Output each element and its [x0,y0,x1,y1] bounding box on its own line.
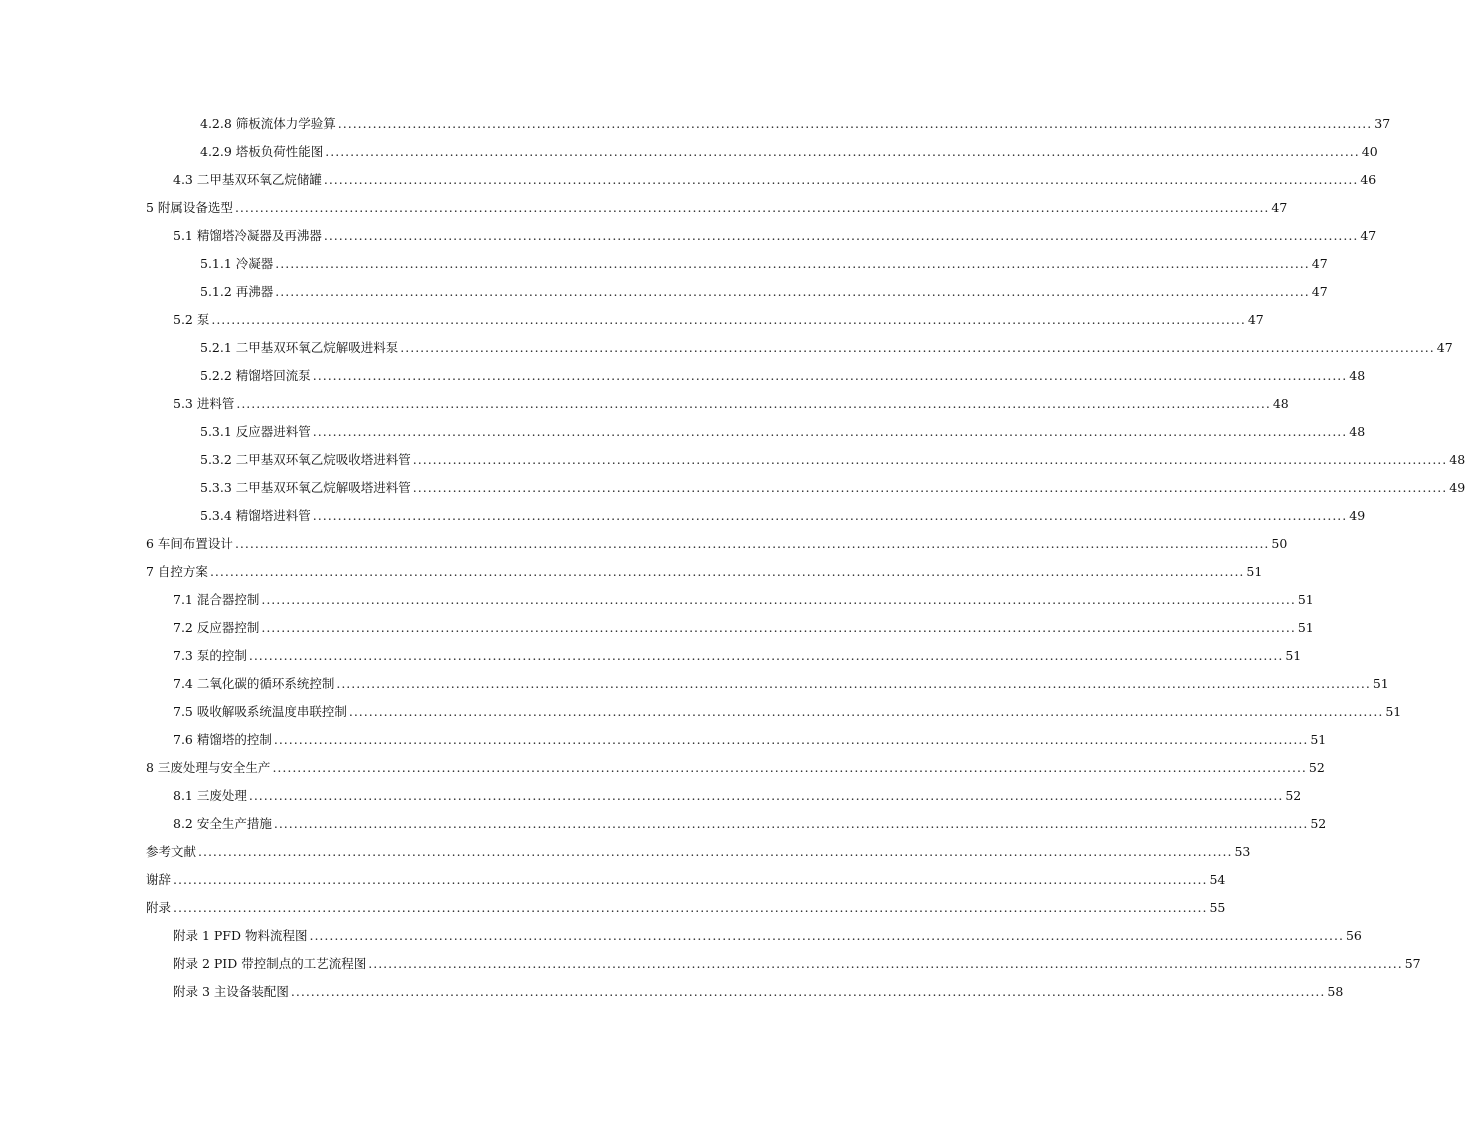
dot-leader: ................................................................................................................................................................................................................ [261,592,1296,607]
toc-entry[interactable] [173,926,1362,946]
toc-entry-label: 5.1 精馏塔冷凝器及再沸器 [173,228,322,243]
toc-page-number: 47 [1271,200,1288,215]
toc-entry-label: 附录 1 PFD 物料流程图 [173,928,308,943]
toc-entry-label: 5.3 进料管 [173,396,235,411]
toc-entry[interactable] [173,170,1377,190]
toc-entry[interactable] [146,842,1251,862]
toc-entry-label: 5.2 泵 [173,312,210,327]
dot-leader: ................................................................................................................................................................................................................ [323,172,1359,187]
toc-page-number: 51 [1372,676,1389,691]
toc-entry[interactable] [146,562,1263,582]
toc-page-number: 51 [1246,564,1263,579]
toc-entry[interactable] [200,142,1378,162]
dot-leader: ................................................................................................................................................................................................................ [412,452,1448,467]
toc-entry-label: 5.2.2 精馏塔回流泵 [200,368,311,383]
toc-page-number: 52 [1285,788,1302,803]
toc-entry-label: 7.2 反应器控制 [173,620,260,635]
toc-page-number: 48 [1272,396,1289,411]
toc-entry-label: 附录 3 主设备装配图 [173,984,289,999]
dot-leader: ................................................................................................................................................................................................................ [336,676,1371,691]
toc-page-number: 51 [1285,648,1302,663]
dot-leader: ................................................................................................................................................................................................................ [412,480,1448,495]
dot-leader: ................................................................................................................................................................................................................ [173,900,1208,915]
dot-leader: ................................................................................................................................................................................................................ [211,312,1246,327]
toc-page-number: 51 [1297,620,1314,635]
dot-leader: ................................................................................................................................................................................................................ [312,424,1348,439]
toc-page-number: 51 [1297,592,1314,607]
toc-entry[interactable] [173,982,1344,1002]
toc-entry-label: 附录 2 PID 带控制点的工艺流程图 [173,956,367,971]
toc-page-number: 58 [1327,984,1344,999]
toc-entry-label: 附录 [146,900,172,915]
dot-leader: ................................................................................................................................................................................................................ [273,732,1309,747]
toc-entry-label: 5.1.2 再沸器 [200,284,274,299]
toc-page-number: 47 [1436,340,1453,355]
toc-entry[interactable] [146,534,1288,554]
toc-page-number: 40 [1361,144,1378,159]
dot-leader: ................................................................................................................................................................................................................ [234,200,1270,215]
toc-entry[interactable] [173,814,1327,834]
dot-leader: ................................................................................................................................................................................................................ [275,284,1310,299]
toc-entry-label: 6 车间布置设计 [146,536,233,551]
dot-leader: ................................................................................................................................................................................................................ [309,928,1344,943]
toc-entry[interactable] [173,590,1314,610]
toc-entry[interactable] [173,394,1289,414]
dot-leader: ................................................................................................................................................................................................................ [236,396,1271,411]
dot-leader: ................................................................................................................................................................................................................ [290,984,1326,999]
toc-page-number: 37 [1374,116,1391,131]
dot-leader: ................................................................................................................................................................................................................ [400,340,1435,355]
toc-page-number: 47 [1311,256,1328,271]
toc-entry-label: 4.2.8 筛板流体力学验算 [200,116,336,131]
toc-page-number: 49 [1449,480,1465,495]
dot-leader: ................................................................................................................................................................................................................ [312,368,1348,383]
dot-leader: ................................................................................................................................................................................................................ [325,144,1360,159]
dot-leader: ................................................................................................................................................................................................................ [198,844,1233,859]
dot-leader: ................................................................................................................................................................................................................ [273,816,1309,831]
toc-page-number: 47 [1360,228,1377,243]
toc-entry[interactable] [200,422,1366,442]
dot-leader: ................................................................................................................................................................................................................ [173,872,1208,887]
toc-page-number: 46 [1360,172,1377,187]
toc-entry[interactable] [200,282,1328,302]
toc-page-number: 57 [1404,956,1421,971]
toc-page-number: 49 [1349,508,1366,523]
toc-page-number: 47 [1311,284,1328,299]
toc-entry[interactable] [173,730,1327,750]
dot-leader: ................................................................................................................................................................................................................ [312,508,1348,523]
dot-leader: ................................................................................................................................................................................................................ [368,956,1403,971]
toc-entry[interactable] [173,786,1302,806]
toc-entry[interactable] [200,506,1366,526]
toc-entry-label: 7.1 混合器控制 [173,592,260,607]
toc-entry[interactable] [146,198,1288,218]
dot-leader: ................................................................................................................................................................................................................ [275,256,1310,271]
toc-entry-label: 5.3.3 二甲基双环氧乙烷解吸塔进料管 [200,480,411,495]
toc-entry-label: 5.2.1 二甲基双环氧乙烷解吸进料泵 [200,340,399,355]
toc-entry[interactable] [146,898,1226,918]
toc-entry[interactable] [173,702,1402,722]
toc-page-number: 51 [1385,704,1402,719]
toc-entry-label: 谢辞 [146,872,172,887]
toc-entry[interactable] [173,954,1421,974]
toc-entry[interactable] [173,310,1264,330]
toc-entry-label: 7.6 精馏塔的控制 [173,732,272,747]
toc-page-number: 53 [1234,844,1251,859]
toc-entry[interactable] [200,338,1453,358]
dot-leader: ................................................................................................................................................................................................................ [272,760,1307,775]
toc-entry-label: 5.3.1 反应器进料管 [200,424,311,439]
dot-leader: ................................................................................................................................................................................................................ [261,620,1296,635]
toc-entry-label: 参考文献 [146,844,197,859]
toc-entry[interactable] [200,450,1465,470]
toc-page-number: 48 [1349,368,1366,383]
toc-page-number: 55 [1209,900,1226,915]
toc-entry-label: 4.2.9 塔板负荷性能图 [200,144,324,159]
toc-entry-label: 5.3.4 精馏塔进料管 [200,508,311,523]
toc-page-number: 54 [1209,872,1226,887]
dot-leader: ................................................................................................................................................................................................................ [337,116,1373,131]
dot-leader: ................................................................................................................................................................................................................ [209,564,1245,579]
toc-entry-label: 7.4 二氧化碳的循环系统控制 [173,676,335,691]
toc-entry[interactable] [146,870,1226,890]
toc-entry-label: 7 自控方案 [146,564,208,579]
toc-entry[interactable] [200,478,1465,498]
toc-entry[interactable] [200,254,1328,274]
toc-entry[interactable] [200,366,1366,386]
dot-leader: ................................................................................................................................................................................................................ [234,536,1270,551]
toc-entry[interactable] [173,226,1377,246]
toc-entry-label: 7.5 吸收解吸系统温度串联控制 [173,704,347,719]
toc-entry[interactable] [173,674,1389,694]
toc-entry-label: 5.3.2 二甲基双环氧乙烷吸收塔进料管 [200,452,411,467]
toc-entry-label: 4.3 二甲基双环氧乙烷储罐 [173,172,322,187]
toc-page-number: 48 [1349,424,1366,439]
dot-leader: ................................................................................................................................................................................................................ [348,704,1384,719]
toc-page-number: 47 [1247,312,1264,327]
toc-entry[interactable] [146,758,1325,778]
dot-leader: ................................................................................................................................................................................................................ [323,228,1359,243]
toc-entry-label: 8 三废处理与安全生产 [146,760,271,775]
toc-page-number: 51 [1310,732,1327,747]
toc-entry-label: 5.1.1 冷凝器 [200,256,274,271]
dot-leader: ................................................................................................................................................................................................................ [248,648,1284,663]
toc-entry-label: 8.1 三废处理 [173,788,247,803]
toc-entry-label: 7.3 泵的控制 [173,648,247,663]
toc-entry-label: 8.2 安全生产措施 [173,816,272,831]
toc-page-number: 48 [1449,452,1465,467]
toc-entry[interactable] [200,114,1391,134]
toc-page-number: 50 [1271,536,1288,551]
toc-entry-label: 5 附属设备选型 [146,200,233,215]
toc-page-number: 56 [1345,928,1362,943]
toc-entry[interactable] [173,618,1314,638]
toc-page-number: 52 [1310,816,1327,831]
toc-page-number: 52 [1308,760,1325,775]
toc-entry[interactable] [173,646,1302,666]
dot-leader: ................................................................................................................................................................................................................ [248,788,1284,803]
